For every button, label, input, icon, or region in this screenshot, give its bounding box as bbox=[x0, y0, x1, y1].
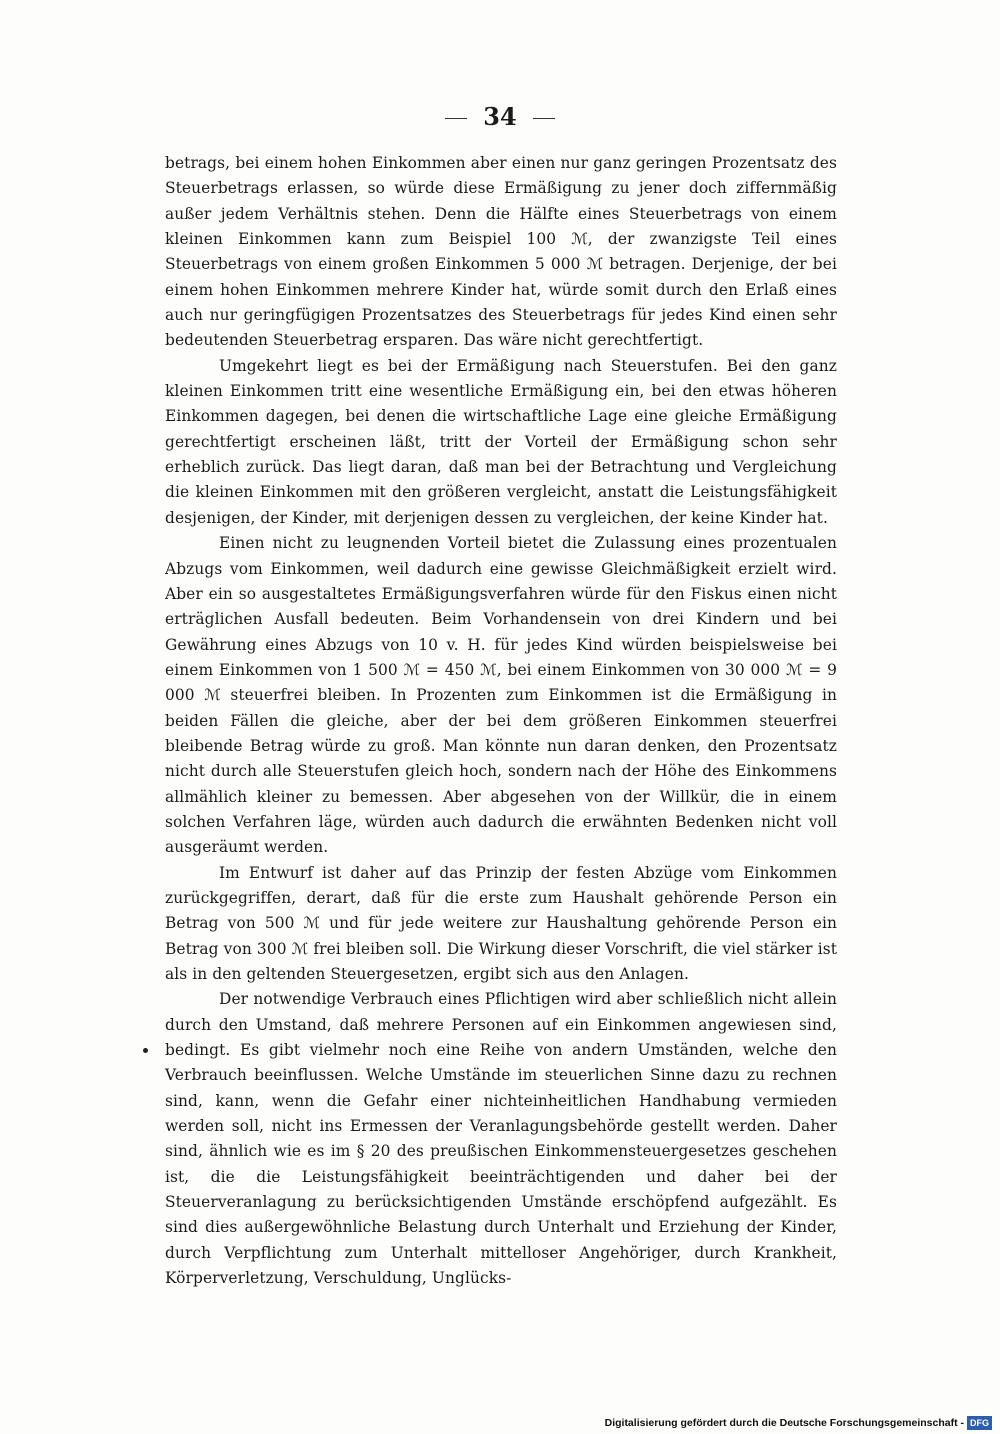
paragraph-2: Umgekehrt liegt es bei der Ermäßigung nach Steuerstufen. Bei den ganz kleinen Einkommen tritt eine wesentliche Ermäßigung ein, bei den etwas höheren Einkommen dagegen, bei denen die wirtschaftliche Lage eine gleiche Ermäßigung gerechtfertigt erscheinen läßt, tritt der Vorteil der Ermäßigung schon sehr erheblich zurück. Das liegt daran, daß man bei der Betrachtung und Vergleichung die kleinen Einkommen mit den größeren vergleicht, anstatt die Leistungsfähigkeit desjenigen, der Kinder, mit derjenigen dessen zu vergleichen, der keine Kinder hat. bbox=[165, 356, 837, 527]
footer-credit: Digitalisierung gefördert durch die Deutsche Forschungsgemeinschaft - bbox=[604, 1417, 964, 1429]
body-text bbox=[165, 151, 837, 1291]
paragraph-1: betrags, bei einem hohen Einkommen aber einen nur ganz geringen Prozentsatz des Steuerbetrags erlassen, so würde diese Ermäßigung zu jener doch ziffernmäßig außer jedem Verhältnis stehen. Denn die Hälfte eines Steuerbetrags von einem kleinen Einkommen kann zum Beispiel 100 ℳ, der zwanzigste Teil eines Steuerbetrags von einem großen Einkommen 5 000 ℳ betragen. Derjenige, der bei einem hohen Einkommen mehrere Kinder hat, würde somit durch den Erlaß eines auch nur geringfügigen Prozentsatzes des Steuerbetrags für jedes Kind einen sehr bedeutenden Steuerbetrag ersparen. Das wäre nicht gerechtfertigt. bbox=[165, 154, 837, 350]
paragraph-3: Einen nicht zu leugnenden Vorteil bietet die Zulassung eines prozentualen Abzugs vom Einkommen, weil dadurch eine gewisse Gleichmäßigkeit erzielt wird. Aber ein so ausgestaltetes Ermäßigungsverfahren würde für den Fiskus einen nicht erträglichen Ausfall bedeuten. Beim Vorhandensein von drei Kindern und bei Gewährung eines Abzugs von 10 v. H. für jedes Kind würden beispielsweise bei einem Einkommen von 1 500 ℳ = 450 ℳ, bei einem Einkommen von 30 000 ℳ = 9 000 ℳ steuerfrei bleiben. In Prozenten zum Einkommen ist die Ermäßigung in beiden Fällen die gleiche, aber der bei dem größeren Einkommen steuerfrei bleibende Betrag würde zu groß. Man könnte nun daran denken, den Prozentsatz nicht durch alle Steuerstufen gleich hoch, sondern nach der Höhe des Einkommens allmählich kleiner zu bemessen. Aber abgesehen von der Willkür, die in einem solchen Verfahren läge, würden auch dadurch die erwähnten Bedenken nicht voll ausgeräumt werden. bbox=[165, 534, 837, 857]
digitization-footer bbox=[605, 1416, 992, 1430]
margin-mark bbox=[143, 1048, 148, 1053]
header-dash-right bbox=[533, 118, 555, 119]
paragraph-4: Im Entwurf ist daher auf das Prinzip der festen Abzüge vom Einkommen zurückgegriffen, derart, daß für die erste zum Haushalt gehörende Person ein Betrag von 500 ℳ und für jede weitere zur Haushaltung gehörende Person ein Betrag von 300 ℳ frei bleiben soll. Die Wirkung dieser Vorschrift, die viel stärker ist als in den geltenden Steuergesetzen, ergibt sich aus den Anlagen. bbox=[165, 863, 837, 983]
dfg-logo-icon: DFG bbox=[967, 1416, 992, 1430]
header-dash-left bbox=[445, 118, 467, 119]
paragraph-5: Der notwendige Verbrauch eines Pflichtigen wird aber schließlich nicht allein durch den Umstand, daß mehrere Personen auf ein Einkommen angewiesen sind, bedingt. Es gibt vielmehr noch eine Reihe von andern Umständen, welche den Verbrauch beeinflussen. Welche Umstände im steuerlichen Sinne dazu zu rechnen sind, kann, wenn die Gefahr einer nichteinheitlichen Handhabung vermieden werden soll, nicht ins Ermessen der Veranlagungsbehörde gestellt werden. Daher sind, ähnlich wie es im § 20 des preußischen Einkommensteuergesetzes geschehen ist, die die Leistungsfähigkeit beeinträchtigenden und daher bei der Steuerveranlagung zu berücksichtigenden Umstände erschöpfend aufgezählt. Es sind dies außergewöhnliche Belastung durch Unterhalt und Erziehung der Kinder, durch Verpflichtung zum Unterhalt mittelloser Angehöriger, durch Krankheit, Körperverletzung, Verschuldung, Unglücks- bbox=[165, 990, 837, 1288]
page-header bbox=[0, 102, 1000, 132]
page-number: 34 bbox=[483, 102, 517, 131]
